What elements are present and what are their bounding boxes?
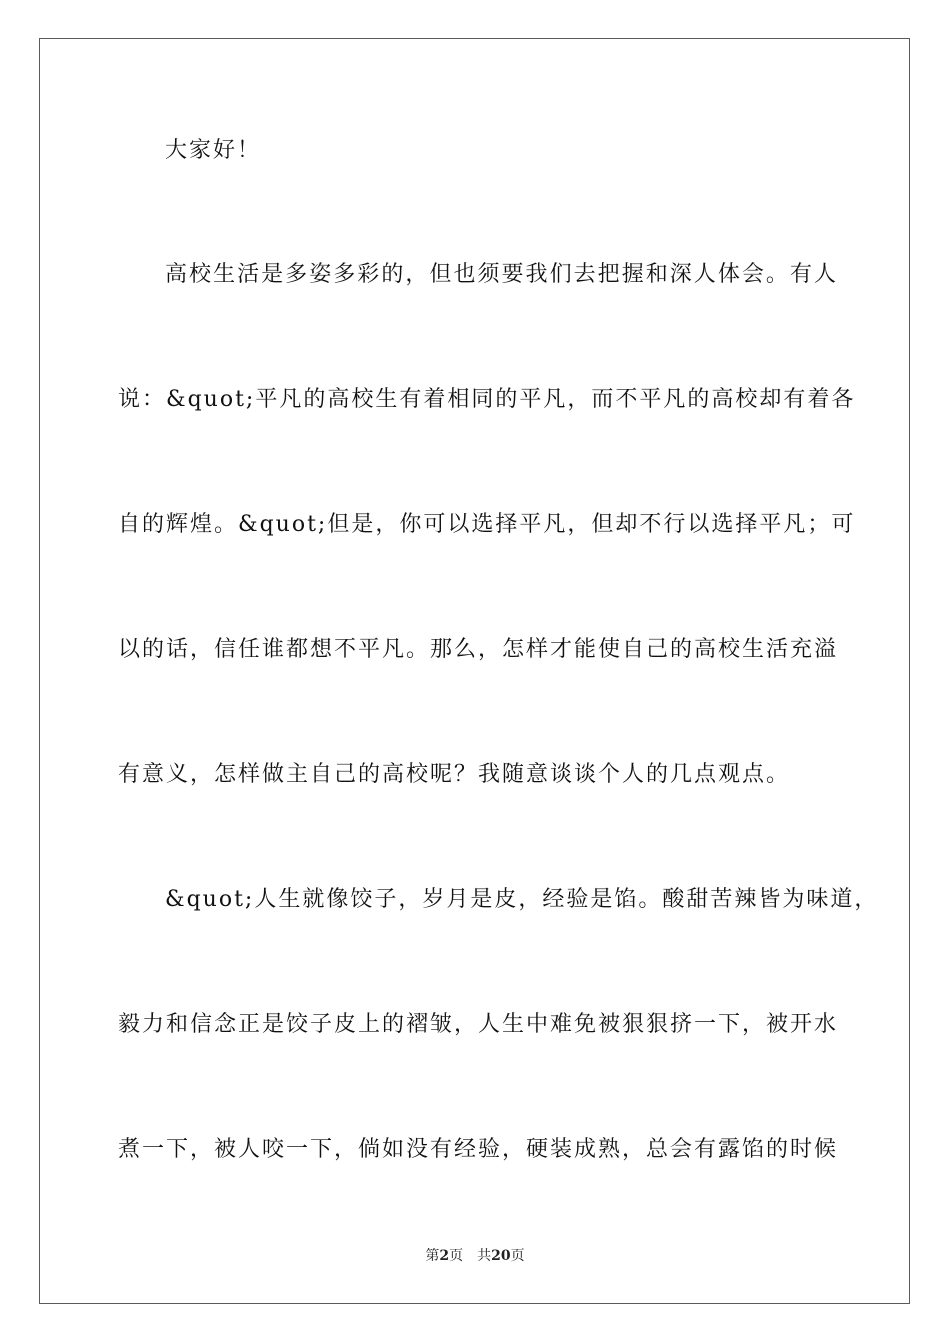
paragraph-1-line-2: 说：&quot;平凡的高校生有着相同的平凡，而不平凡的高校却有着各	[118, 387, 856, 412]
current-page-number: 2	[439, 1248, 450, 1264]
page-suffix: 页	[449, 1248, 464, 1264]
total-suffix: 页	[510, 1248, 525, 1264]
paragraph-1-line-1: 高校生活是多姿多彩的，但也须要我们去把握和深人体会。有人	[165, 262, 838, 287]
page-border	[39, 38, 910, 1304]
paragraph-2-line-3: 煮一下，被人咬一下，倘如没有经验，硬装成熟，总会有露馅的时候	[118, 1137, 839, 1162]
total-page-number: 20	[491, 1248, 511, 1264]
page-prefix: 第	[425, 1248, 440, 1264]
paragraph-2-line-1: &quot;人生就像饺子，岁月是皮，经验是馅。酸甜苦辣皆为味道，	[165, 887, 879, 912]
total-prefix: 共	[477, 1248, 492, 1264]
greeting-line: 大家好！	[165, 138, 262, 163]
paragraph-1-line-4: 以的话，信任谁都想不平凡。那么，怎样才能使自己的高校生活充溢	[118, 637, 839, 662]
paragraph-2-line-2: 毅力和信念正是饺子皮上的褶皱，人生中难免被狠狠挤一下，被开水	[118, 1012, 839, 1037]
page-footer	[0, 1246, 950, 1266]
paragraph-1-line-5: 有意义，怎样做主自己的高校呢？我随意谈谈个人的几点观点。	[118, 762, 791, 787]
paragraph-1-line-3: 自的辉煌。&quot;但是，你可以选择平凡，但却不行以选择平凡；可	[118, 512, 856, 537]
